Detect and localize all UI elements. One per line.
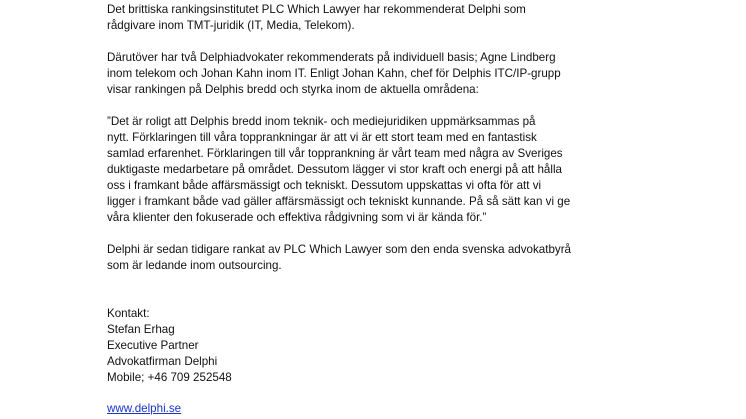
text-line: Det brittiska rankingsinstitutet PLC Which Lawyer har rekommenderat Delphi som [107,3,526,16]
text-line: ligger i framkant både vad gäller affärsmässigt och tekniskt kunnande. På så sätt kan vi ge [107,195,571,208]
contact-name: Stefan Erhag [107,323,175,336]
text-line: Delphi är sedan tidigare rankat av PLC Which Lawyer som den enda svenska advokatbyrå [107,243,571,256]
website-line [107,401,181,417]
contact-heading: Kontakt: [107,307,150,320]
text-line: inom telekom och Johan Kahn inom IT. Enligt Johan Kahn, chef för Delphis ITC/IP-grupp [107,67,561,80]
text-line: som är ledande inom outsourcing. [107,259,282,272]
text-line: nytt. Förklaringen till våra topprankningar är att vi är ett stort team med en fantastisk [107,131,537,144]
contact-mobile: Mobile; +46 709 252548 [107,371,232,384]
website-link[interactable]: www.delphi.se [107,402,182,415]
text-line: duktigaste medarbetare på området. Dessutom lägger vi stor kraft och energi på att hålla [107,163,562,176]
text-line: visar rankingen på Delphis bredd och styrka inom de aktuella områdena: [107,83,479,96]
text-line: samlad erfarenhet. Förklaringen till vår topprankning är vårt team med några av Sveriges [107,147,563,160]
contact-title: Executive Partner [107,339,199,352]
text-line: våra klienter den fokuserade och effektiva rådgivning som vi är kända för.” [107,211,487,224]
text-line: ”Det är roligt att Delphis bredd inom teknik- och mediejuridiken uppmärksammas på [107,115,536,128]
text-line: rådgivare inom TMT-juridik (IT, Media, Telekom). [107,19,355,32]
text-line: Därutöver har två Delphiadvokater rekommenderats på individuell basis; Agne Lindberg [107,51,556,64]
text-line: oss i framkant både affärsmässigt och tekniskt. Dessutom uppskattas vi ofta för att vi [107,179,542,192]
contact-company: Advokatfirman Delphi [107,355,218,368]
